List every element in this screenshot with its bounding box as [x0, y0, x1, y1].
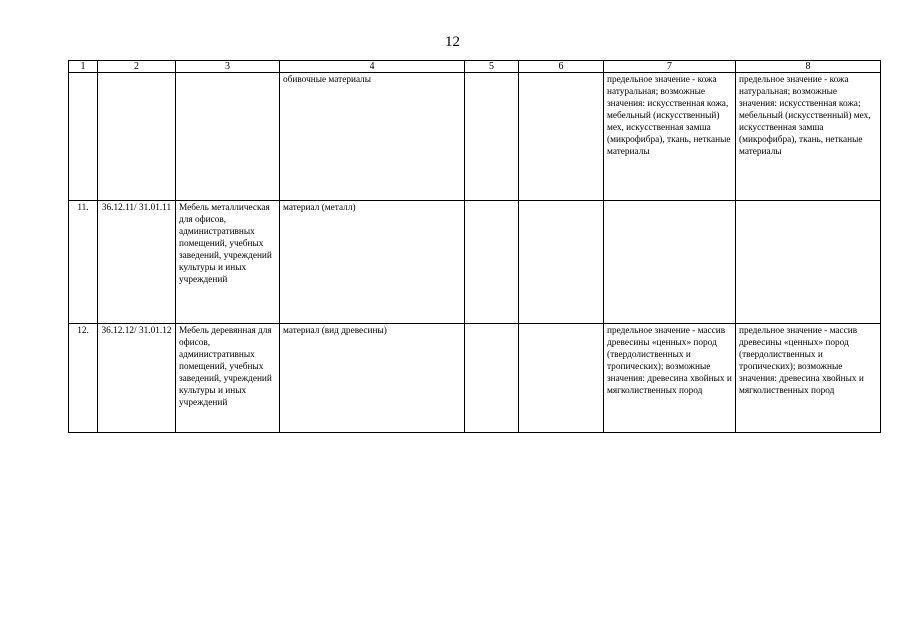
okpd-code-cell	[98, 73, 176, 201]
characteristic-cell: материал (металл)	[280, 201, 465, 324]
product-name-cell: Мебель деревянная для офисов, административных помещений, учебных заведений, учреждений культуры и иных учреждений	[176, 324, 280, 433]
table-row	[69, 201, 881, 324]
value-cell-col7: предельное значение - кожа натуральная; возможные значения: искусственная кожа, мебельный (искусственный) мех, искусственная замша (микрофибра), ткань, нетканые материалы	[604, 73, 736, 201]
characteristic-cell: обивочные материалы	[280, 73, 465, 201]
characteristic-cell: материал (вид древесины)	[280, 324, 465, 433]
okpd-code-cell: 36.12.11/ 31.01.11	[98, 201, 176, 324]
value-cell-col7	[604, 201, 736, 324]
page-number: 12	[445, 34, 460, 50]
row-number-cell	[69, 73, 98, 201]
header-col-2: 2	[98, 61, 176, 73]
row-number-cell: 12.	[69, 324, 98, 433]
header-col-7: 7	[604, 61, 736, 73]
value-cell-col8: предельное значение - кожа натуральная; возможные значения: искусственная кожа; мебельный (искусственный) мех, искусственная замша (микрофибра), ткань, нетканые материалы	[736, 73, 881, 201]
unit-cell	[465, 73, 519, 201]
header-col-3: 3	[176, 61, 280, 73]
header-row	[69, 61, 881, 73]
value-cell-col8	[736, 201, 881, 324]
okpd-code-cell: 36.12.12/ 31.01.12	[98, 324, 176, 433]
header-col-8: 8	[736, 61, 881, 73]
table-row	[69, 324, 881, 433]
regulation-table	[68, 60, 881, 433]
header-col-6: 6	[519, 61, 604, 73]
value-cell-col7: предельное значение - массив древесины «ценных» пород (твердолиственных и тропических); возможные значения: древесина хвойных и мягколиственных пород	[604, 324, 736, 433]
unit-name-cell	[519, 201, 604, 324]
unit-name-cell	[519, 324, 604, 433]
table-row	[69, 73, 881, 201]
value-cell-col8: предельное значение - массив древесины «ценных» пород (твердолиственных и тропических); возможные значения: древесина хвойных и мягколиственных пород	[736, 324, 881, 433]
header-col-5: 5	[465, 61, 519, 73]
row-number-cell: 11.	[69, 201, 98, 324]
unit-cell	[465, 201, 519, 324]
product-name-cell: Мебель металлическая для офисов, административных помещений, учебных заведений, учреждений культуры и иных учреждений	[176, 201, 280, 324]
header-col-1: 1	[69, 61, 98, 73]
unit-name-cell	[519, 73, 604, 201]
product-name-cell	[176, 73, 280, 201]
header-col-4: 4	[280, 61, 465, 73]
unit-cell	[465, 324, 519, 433]
